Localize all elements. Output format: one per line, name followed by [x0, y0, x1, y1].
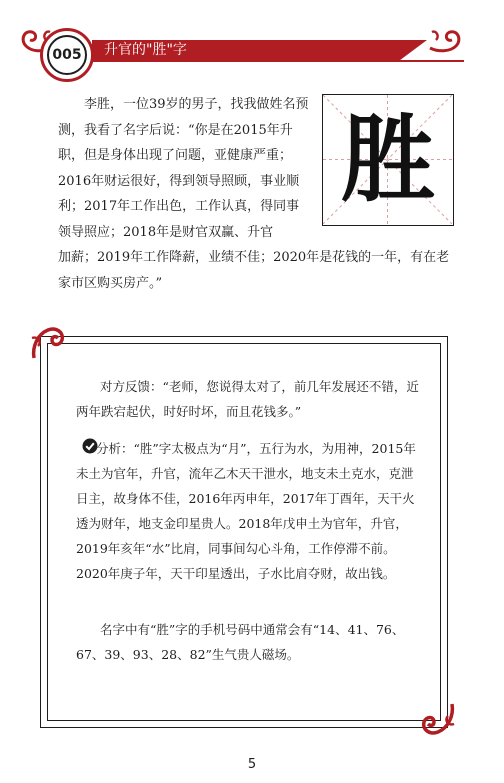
character-grid-box — [322, 94, 454, 226]
featured-character: 胜 — [340, 105, 435, 215]
intro-paragraph: 李胜，一位39岁的男子，找我做姓名预测，我看了名字后说：“你是在2015年升职，但是身体出现了问题，亚健康严重；2016年财运很好，得到领导照顾，事业顺利；2017年工作出色，工作认真，得同事领导照应；2018年是财官双赢、升官 — [58, 97, 309, 240]
corner-ornament-icon — [28, 322, 68, 362]
chapter-title: 升官的"胜"字 — [104, 42, 187, 58]
feedback-paragraph: 对方反馈：“老师，您说得太对了，前几年发展还不错，近两年跌宕起伏，时好时坏，而且花钱多。” — [76, 379, 419, 419]
chapter-number-badge — [40, 28, 94, 82]
intro-paragraph-continued: 加薪；2019年工作降薪，业绩不佳；2020年是花钱的一年，有在老家市区购买房产。” — [58, 250, 450, 291]
cloud-ornament-icon — [428, 26, 468, 54]
corner-ornament-icon — [418, 700, 458, 740]
analysis-paragraph: 分析：“胜”字太极点为“月”，五行为水，为用神，2015年未土为官年，升官，流年乙木天干泄水，地支未土克水，克泄日主，故身体不佳，2016年丙申年，2017年丁酉年，天干火透为财年，地支金印星贵人。2018年戊申土为官年，升官，2019年亥年“水”比肩，同事间勾心斗角，工作停滞不前。2020年庚子年，天干印星透出，子水比肩夺财，故出钱。 — [76, 441, 416, 581]
tip-paragraph: 名字中有“胜”字的手机号码中通常会有“14、41、76、67、39、93、28、82”生气贵人磁场。 — [76, 622, 405, 662]
page-number: 5 — [247, 757, 257, 772]
header-rule — [92, 60, 464, 62]
chapter-number: 005 — [47, 35, 87, 75]
